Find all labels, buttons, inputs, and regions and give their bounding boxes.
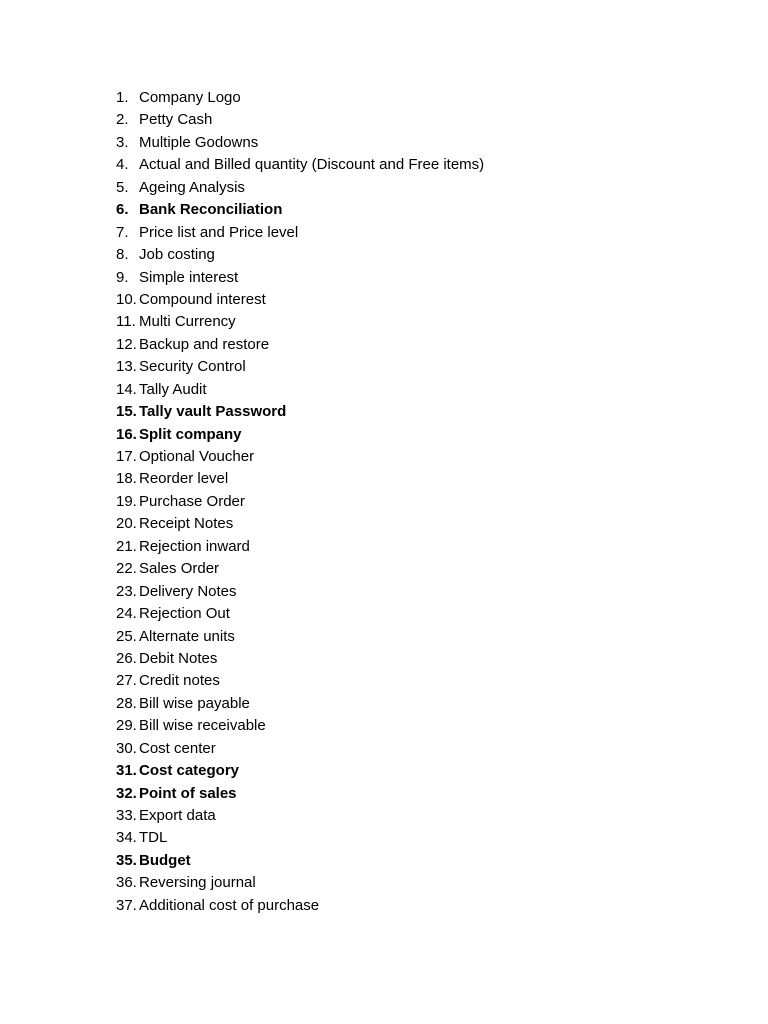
list-item	[116, 805, 484, 827]
list-item-number: 4.	[116, 156, 129, 174]
list-item-number: 25.	[116, 627, 137, 645]
list-item	[116, 738, 484, 760]
list-item	[116, 289, 484, 311]
list-item	[116, 693, 484, 715]
list-item-text: Credit notes	[139, 672, 220, 690]
list-item-number: 7.	[116, 223, 129, 241]
list-item	[116, 199, 484, 221]
list-item-number: 11.	[116, 313, 136, 331]
list-item-text: Tally Audit	[139, 380, 207, 398]
list-item	[116, 468, 484, 490]
list-item-number: 9.	[116, 268, 129, 286]
list-item-text: Alternate units	[139, 627, 235, 645]
list-item-text: Optional Voucher	[139, 448, 255, 465]
list-item-number: 13.	[116, 358, 137, 376]
list-item-number: 6.	[116, 201, 129, 219]
list-item-number: 32.	[116, 784, 137, 802]
list-item-number: 19.	[116, 492, 137, 510]
list-item-text: Simple interest	[139, 268, 239, 286]
list-item-text: Additional cost of purchase	[139, 896, 320, 914]
list-item-text: Cost category	[139, 762, 240, 780]
list-item-text: Delivery Notes	[139, 582, 237, 600]
list-item	[116, 783, 484, 805]
list-item	[116, 581, 484, 603]
list-item-number: 28.	[116, 694, 137, 712]
list-item-text: Bill wise receivable	[139, 717, 266, 735]
list-item-number: 35.	[116, 851, 137, 869]
list-item	[116, 715, 484, 737]
list-item-text: Purchase Order	[139, 492, 245, 510]
list-item	[116, 356, 484, 378]
list-item	[116, 87, 484, 109]
list-item-text: Backup and restore	[139, 335, 270, 353]
list-item-number: 31.	[116, 762, 137, 780]
list-item-number: 37.	[116, 896, 137, 914]
list-item-text: Bill wise payable	[139, 694, 250, 712]
list-item-number: 2.	[116, 111, 129, 129]
list-item-text: Sales Order	[139, 560, 220, 578]
list-item-number: 17.	[116, 448, 137, 465]
list-item-text: Rejection Out	[139, 605, 230, 623]
list-item-text: TDL	[139, 829, 168, 847]
list-item-number: 16.	[116, 425, 137, 443]
list-item	[116, 446, 484, 468]
list-item-text: Price list and Price level	[139, 223, 299, 241]
list-item-text: Company Logo	[139, 89, 241, 106]
list-item-number: 34.	[116, 829, 137, 847]
list-item-number: 29.	[116, 717, 137, 735]
list-item-text: Petty Cash	[139, 111, 213, 129]
list-item-text: Debit Notes	[139, 649, 218, 667]
list-item-text: Bank Reconciliation	[139, 201, 283, 219]
list-item-number: 10.	[116, 290, 137, 308]
list-item-text: Security Control	[139, 358, 246, 376]
list-item	[116, 558, 484, 580]
list-item-text: Ageing Analysis	[139, 178, 245, 196]
list-item	[116, 648, 484, 670]
list-item	[116, 424, 484, 446]
list-item	[116, 895, 484, 917]
list-item-number: 1.	[116, 89, 129, 106]
list-item	[116, 109, 484, 131]
list-item	[116, 491, 484, 513]
list-item-text: Compound interest	[139, 290, 266, 308]
list-item	[116, 132, 484, 154]
list-item-number: 15.	[116, 403, 137, 421]
list-item-number: 26.	[116, 649, 137, 667]
list-item-number: 23.	[116, 582, 137, 600]
list-item-number: 22.	[116, 560, 137, 578]
list-item-text: Receipt Notes	[139, 515, 234, 533]
list-item-number: 5.	[116, 178, 129, 196]
list-item-number: 14.	[116, 380, 137, 398]
list-item-text: Reversing journal	[139, 874, 256, 892]
list-item-text: Multiple Godowns	[139, 133, 259, 151]
list-item-number: 27.	[116, 672, 137, 690]
list-item-text: Rejection inward	[139, 537, 250, 555]
list-item	[116, 760, 484, 782]
list-item	[116, 670, 484, 692]
list-item-text: Point of sales	[139, 784, 237, 802]
list-item-number: 30.	[116, 739, 137, 757]
list-item-number: 20.	[116, 515, 137, 533]
list-item-number: 33.	[116, 807, 137, 824]
list-item	[116, 603, 484, 625]
list-item-number: 24.	[116, 605, 137, 623]
list-item	[116, 154, 484, 176]
list-item	[116, 401, 484, 423]
list-item-number: 18.	[116, 470, 137, 488]
list-item-text: Budget	[139, 851, 191, 869]
list-item-text: Multi Currency	[139, 313, 236, 331]
list-item	[116, 536, 484, 558]
list-item	[116, 334, 484, 356]
list-item-text: Reorder level	[139, 470, 229, 488]
list-item	[116, 850, 484, 872]
list-item-number: 8.	[116, 246, 129, 264]
list-item	[116, 379, 484, 401]
list-item	[116, 267, 484, 289]
list-item-number: 3.	[116, 133, 129, 151]
feature-list	[116, 87, 484, 917]
list-item	[116, 872, 484, 894]
list-item-text: Tally vault Password	[139, 403, 287, 421]
list-item-text: Cost center	[139, 739, 216, 757]
list-item-number: 36.	[116, 874, 137, 892]
list-item	[116, 177, 484, 199]
list-item-text: Actual and Billed quantity (Discount and Free items)	[139, 156, 485, 174]
list-item	[116, 626, 484, 648]
list-item	[116, 244, 484, 266]
list-item-number: 21.	[116, 537, 137, 555]
list-item-number: 12.	[116, 335, 137, 353]
list-item	[116, 513, 484, 535]
list-item-text: Job costing	[139, 246, 215, 264]
list-item	[116, 311, 484, 333]
list-item-text: Split company	[139, 425, 242, 443]
list-item	[116, 827, 484, 849]
list-item	[116, 222, 484, 244]
list-item-text: Export data	[139, 807, 216, 824]
